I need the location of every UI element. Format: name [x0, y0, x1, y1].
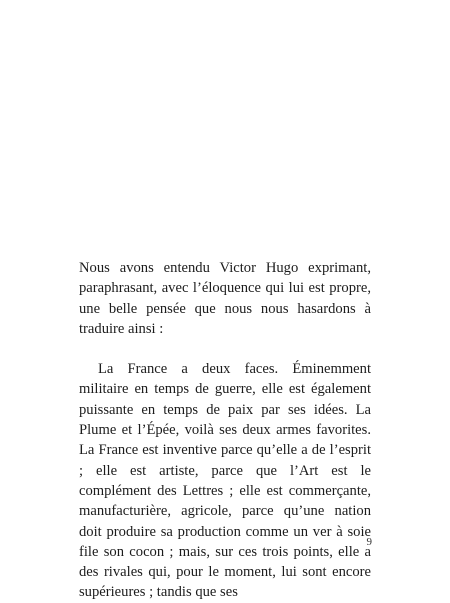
body-text	[79, 258, 371, 603]
page-number: 9	[366, 536, 372, 548]
paragraph-intro: Nous avons entendu Victor Hugo exprimant, paraphrasant, avec l’éloquence qui lui est propre, une belle pensée que nous nous hasardons à traduire ainsi :	[79, 260, 371, 337]
paragraph-france: La France a deux faces. Éminemment militaire en temps de guerre, elle est également puissante en temps de paix par ses idées. La Plume et l’Épée, voilà ses deux armes favorites. La France est inventive parce qu’elle a de l’esprit ; elle est artiste, parce que l’Art est le complément des Lettres ; elle est commerçante, manufacturière, agricole, parce qu’une nation doit produire sa production comme un ver à soie file son cocon ; mais, sur ces trois points, elle a des rivales qui, pour le moment, lui sont encore supérieures ; tandis que ses	[79, 361, 371, 601]
